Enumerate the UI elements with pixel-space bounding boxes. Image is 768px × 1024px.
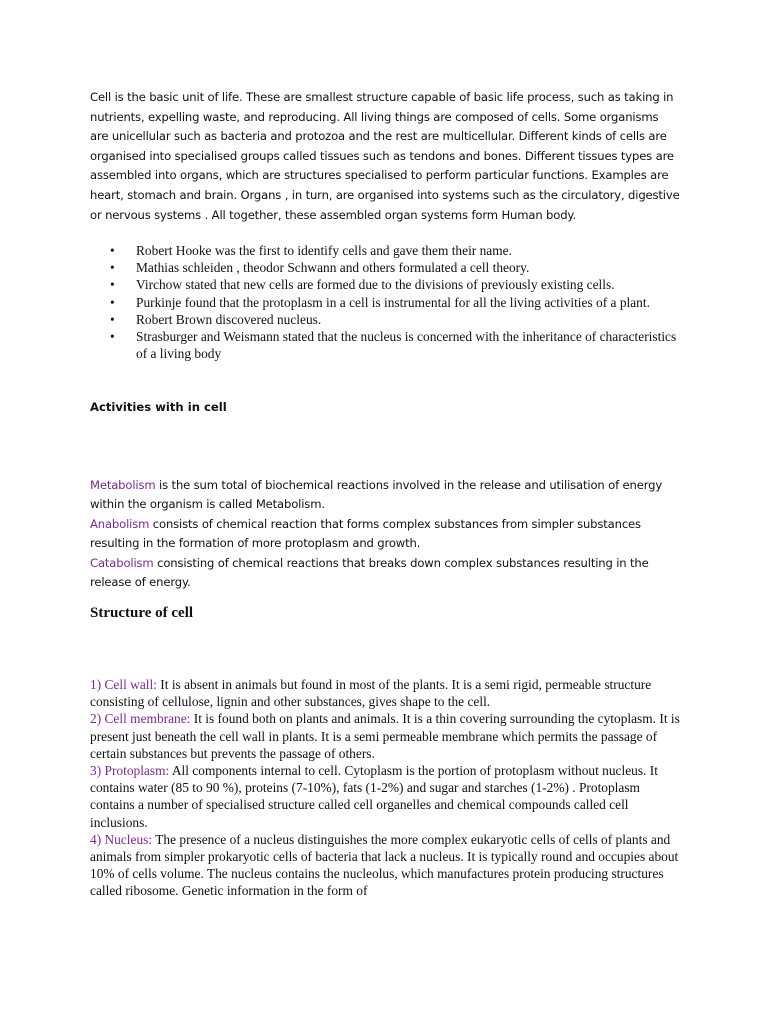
structure-text: The presence of a nucleus distinguishes the more complex eukaryotic cells of cells of plants and animals from simpler prokaryotic cells of bacteria that lack a nucleus. It is typically round and occupies about 10% of cells volume. The nucleus contains the nucleolus, which manufactures protein producing structures called ribosome. Genetic information in the form of bbox=[90, 831, 679, 899]
structure-term: 4) Nucleus: bbox=[90, 831, 153, 847]
structure-text: It is absent in animals but found in most of the plants. It is a semi rigid, permeable structure consisting of cellulose, lignin and other substances, gives shape to the cell. bbox=[90, 677, 652, 710]
structure-item bbox=[90, 710, 680, 762]
metabolism-term: Metabolism bbox=[90, 478, 156, 492]
metabolism-section bbox=[90, 476, 680, 592]
anabolism-paragraph bbox=[90, 515, 680, 554]
structure-text: All components internal to cell. Cytoplasm is the portion of protoplasm without nucleus. It contains water (85 to 90 %), proteins (7-10%), fats (1-2%) and sugar and starches (1-2%) . Protoplasm contains a number of specialised structure called cell organelles and chemical compounds called cell inclusions. bbox=[90, 763, 658, 830]
list-item: • Mathias schleiden , theodor Schwann and others formulated a cell theory. bbox=[110, 259, 686, 276]
activities-heading: Activities with in cell bbox=[90, 400, 227, 414]
structure-text: It is found both on plants and animals. It is a thin covering surrounding the cytoplasm. It is present just beneath the cell wall in plants. It is a semi permeable membrane which permits the passage of certain substances but prevents the passage of others. bbox=[90, 711, 680, 761]
structure-heading: Structure of cell bbox=[90, 605, 194, 621]
catabolism-text: consisting of chemical reactions that breaks down complex substances resulting in the release of energy. bbox=[90, 555, 649, 590]
discoverers-list bbox=[110, 242, 686, 362]
list-item: • Purkinje found that the protoplasm in a cell is instrumental for all the living activities of a plant. bbox=[110, 294, 686, 311]
structure-section bbox=[90, 676, 680, 900]
anabolism-term: Anabolism bbox=[90, 516, 150, 531]
metabolism-paragraph bbox=[90, 476, 680, 515]
list-item: • Strasburger and Weismann stated that the nucleus is concerned with the inheritance of characteristics of a living body bbox=[110, 328, 686, 362]
list-item: • Virchow stated that new cells are formed due to the divisions of previously existing cells. bbox=[110, 276, 686, 293]
anabolism-text: consists of chemical reaction that forms complex substances from simpler substances resulting in the formation of more protoplasm and growth. bbox=[90, 516, 641, 551]
structure-term: 2) Cell membrane: bbox=[90, 711, 191, 727]
structure-term: 3) Protoplasm: bbox=[90, 763, 170, 779]
structure-item bbox=[90, 676, 680, 710]
list-item: • Robert Brown discovered nucleus. bbox=[110, 311, 686, 328]
structure-item bbox=[90, 831, 680, 900]
structure-item bbox=[90, 762, 680, 831]
catabolism-term: Catabolism bbox=[90, 555, 154, 570]
metabolism-text: is the sum total of biochemical reactions involved in the release and utilisation of energy within the organism is called Metabolism. bbox=[90, 478, 663, 512]
catabolism-paragraph bbox=[90, 554, 680, 593]
list-item: • Robert Hooke was the first to identify cells and gave them their name. bbox=[110, 242, 686, 259]
structure-term: 1) Cell wall: bbox=[90, 677, 157, 692]
intro-paragraph: Cell is the basic unit of life. These are smallest structure capable of basic life process, such as taking in nutrients, expelling waste, and reproducing. All living things are composed of cells. Some organisms are unicellular such as bacteria and protozoa and the rest are multicellular. Different kinds of cells are organised into specialised groups called tissues such as tendons and bones. Different tissues types are assembled into organs, which are structures specialised to perform particular functions. Examples are heart, stomach and brain. Organs , in turn, are organised into systems such as the circulatory, digestive or nervous systems . All together, these assembled organ systems form Human body. bbox=[90, 90, 680, 222]
